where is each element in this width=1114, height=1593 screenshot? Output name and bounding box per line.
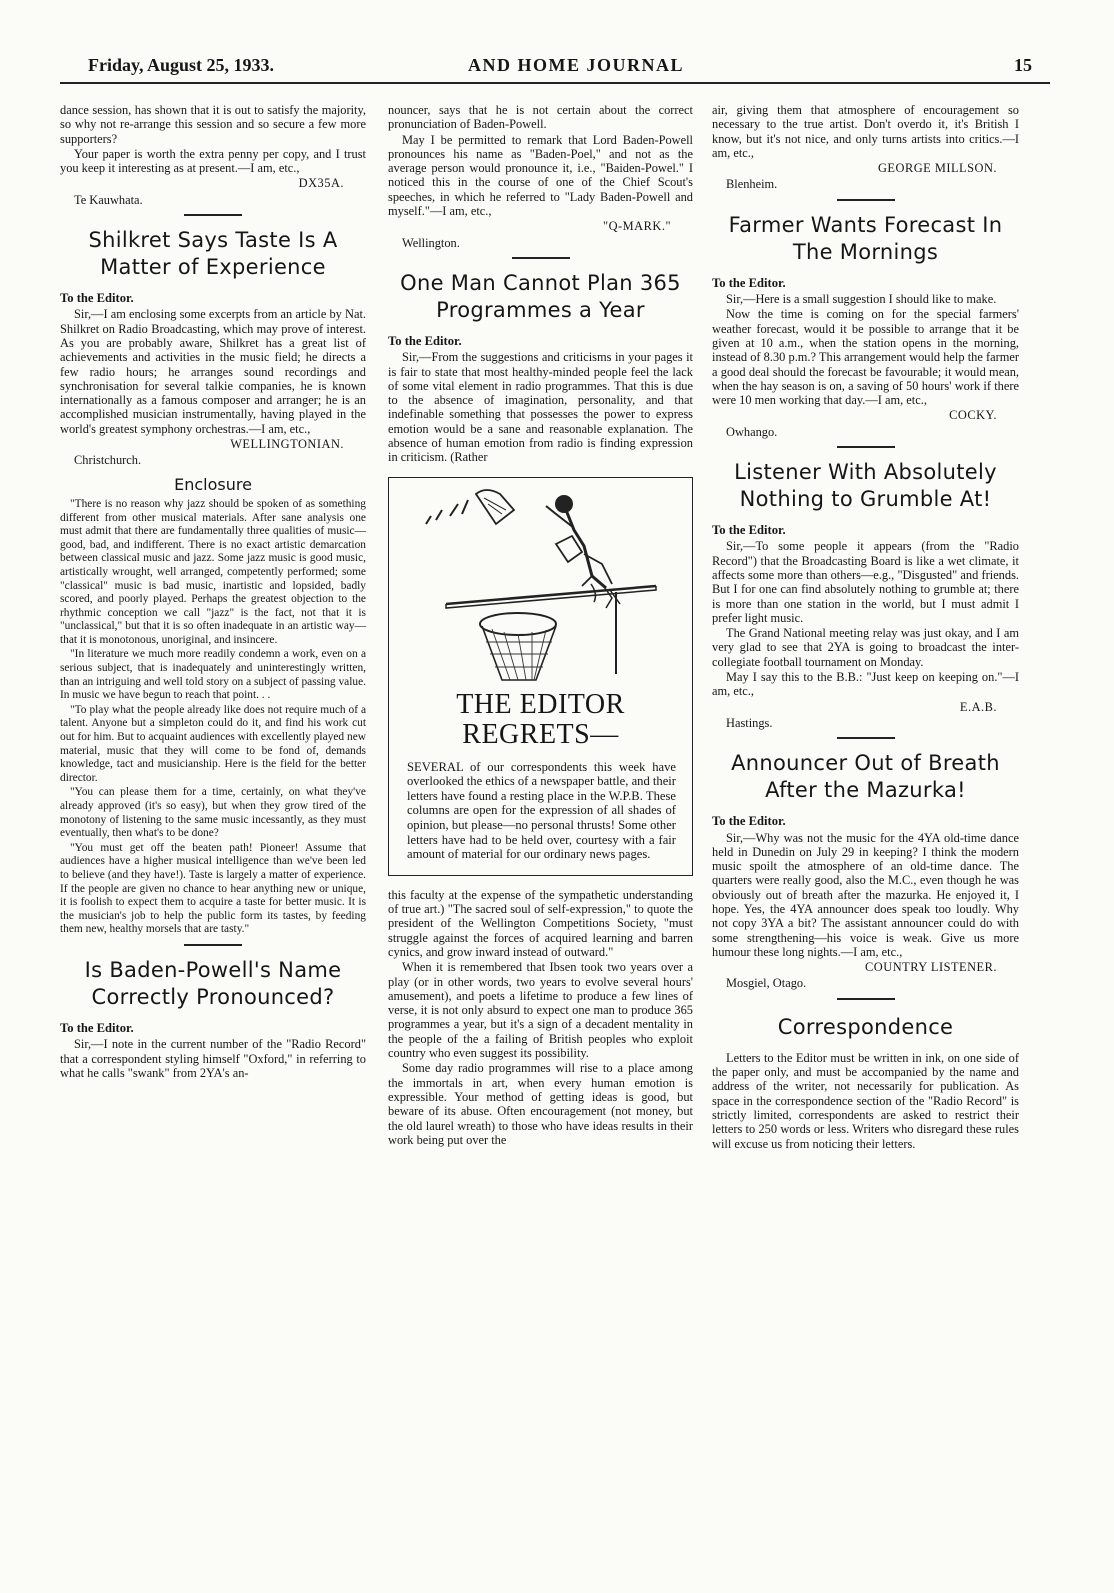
divider [837, 998, 895, 1000]
headline-correspondence: Correspondence [777, 1014, 954, 1039]
salutation: To the Editor. [712, 523, 786, 538]
headline-shilkret: Shilkret Says Taste Is A Matter of Experience [88, 228, 338, 280]
location: Christchurch. [74, 453, 142, 468]
letter-continued-text: dance session, has shown that it is out to satisfy the majority, so why not re-arrange this session and so secure a few more supporters? [60, 103, 366, 146]
salutation: To the Editor. [60, 291, 134, 306]
enclosure-heading: Enclosure [174, 474, 252, 494]
signature: COCKY. [949, 408, 997, 423]
notice-text: Letters to the Editor must be written in ink, on one side of the paper only, and must be accompanied by the name and address of the writer, not necessarily for publication. As space in the correspondence section of the "Radio Record" is strictly limited, correspondents are asked to restrict their letters to 250 words or less. Writers who disregard these rules will excuse us from noticing their letters. [712, 1050, 1019, 1151]
letter-text: May I say this to the B.B.: "Just keep on keeping on."—I am, etc., [712, 670, 1019, 699]
location: Mosgiel, Otago. [726, 976, 807, 991]
enclosure-paragraph: "You must get off the beaten path! Pioneer! Assume that audiences have a higher musical intelligence than we've been led to believe (and they have!). Taste is largely a matter of experience. If the people are given no chance to hear anything new or unique, it is foolish to expect them to acquire a taste for better music. It is the musician's job to help the public form its tastes, by feeding them new, healthy morsels that are tasty." [60, 841, 366, 936]
signature: E.A.B. [959, 699, 997, 714]
enclosure-paragraph: "In literature we much more readily condemn a work, even on a serious subject, that is inadequately and uninterestingly written, than an intriguing and well told story on a subject of passing value. In music we have begun to reach that point. . . [60, 648, 366, 702]
letter-text: The Grand National meeting relay was just okay, and I am very glad to see that 2YA is going to broadcast the inter-collegiate football tournament on Monday. [712, 626, 1019, 669]
salutation: To the Editor. [60, 1020, 134, 1035]
salutation: To the Editor. [712, 275, 786, 290]
signature: DX35A. [298, 176, 344, 191]
journal-title: AND HOME JOURNAL [468, 55, 684, 75]
box-body [399, 760, 682, 862]
box-text: SEVERAL of our correspondents this week have overlooked the ethics of a newspaper battle, and their letters have found a resting place in the W.P.B. These columns are open for the expression of all shades of opinion, but please—no personal thrusts! Some other letters have had to be held over, courtesy with a fair amount of material for our ordinary news pages. [407, 759, 676, 862]
divider [184, 944, 242, 946]
location: Te Kauwhata. [74, 192, 143, 207]
letter-continued-text: air, giving them that atmosphere of encouragement so necessary to the true artist. Don't overdo it, it's British I know, but it's not nice, and only turns artists into critics.—I am, etc., [712, 103, 1019, 160]
salutation: To the Editor. [388, 333, 462, 348]
letter-text: When it is remembered that Ibsen took two years over a play (or in other words, two years to evolve several hours' amusement), and poets a lifetime to produce a few lines of verse, it is not only absurd to expect one man to produce 365 programmes a year, but it's a sign of a decadent mentality in the people of the a failing of British peoples who exploit country who even suggest its possibility. [388, 960, 693, 1061]
headline-announcer: Announcer Out of Breath After the Mazurka! [731, 751, 1000, 803]
page-number: 15 [1014, 55, 1032, 75]
divider [837, 199, 895, 201]
divider [837, 737, 895, 739]
letter-text: Sir,—I am enclosing some excerpts from an article by Nat. Shilkret on Radio Broadcasting, which may prove of interest. As you are probably aware, Shilkret has a great list of achievements and activities in the music field; he directs a few radio hours; he arranges sound recordings and synchronisation for several talkie companies, he is known internationally as a famous composer and arranger; he is an accomplished musician instrumentally, having played in the world's greatest symphony orchestras.—I am, etc., [60, 307, 366, 436]
divider [837, 446, 895, 448]
location: Blenheim. [726, 177, 778, 192]
letter-text: May I be permitted to remark that Lord Baden-Powell pronounces his name as "Baden-Poel," and not as the average person would pronounce it, i.e., "Baiden-Powel." I noticed this in the course of one of the Chief Scout's speeches, in which he referred to "Lady Baden-Powell and myself."—I am, etc., [388, 132, 693, 219]
headline-listener: Listener With Absolutely Nothing to Grumble At! [734, 460, 997, 512]
location: Hastings. [726, 715, 773, 730]
letter-text: Sir,—From the suggestions and criticisms in your pages it is fair to state that most healthy-minded people feel the lack of some vital element in radio programmes. That this is due to the absence of imagination, personality, and that indefinable something that possesses the power to express emotion would be a sane and reasonable explanation. The absence of human emotion from radio is finding expression in criticism. (Rather [388, 350, 693, 465]
signature: WELLINGTONIAN. [230, 437, 344, 452]
divider [184, 214, 242, 216]
column-2 [388, 103, 693, 1148]
divider [512, 257, 570, 259]
signature: "Q-MARK." [603, 219, 671, 234]
cartoon-illustration [406, 484, 676, 684]
correspondence-notice [712, 1051, 1019, 1151]
letter-text: Some day radio programmes will rise to a place among the immortals in art, when every human emotion is expressible. Your method of getting ideas is good, but beware of its abuse. Often encouragement (not money, but the old laurel wreath) to those who have ideas results in their work being put over the [388, 1061, 693, 1147]
letter-text: Sir,—Here is a small suggestion I should like to make. [726, 292, 997, 307]
salutation: To the Editor. [712, 814, 786, 829]
letter-continued-text: nouncer, says that he is not certain about the correct pronunciation of Baden-Powell. [388, 103, 693, 132]
letter-text: Your paper is worth the extra penny per copy, and I trust you keep it interesting as at present.—I am, etc., [60, 146, 366, 176]
enclosure-paragraph: "To play what the people already like does not require much of a talent. Anyone but a simpleton could do it, and find his work cut out for him. But to acquaint audiences with excellently played new material, music that they will come to be fond of, demands knowledge, tact and musicianship. Here is the field for the better director. [60, 703, 366, 784]
editor-regrets-box [388, 477, 693, 876]
letter-continued-text: this faculty at the expense of the sympathetic understanding of true art.) "The sacred soul of self-expression," to quote the president of the Wellington Competitions Society, "must struggle against the forces of acquired learning and barren cynics, and grow inward instead of outward." [388, 887, 693, 959]
signature: COUNTRY LISTENER. [865, 960, 997, 975]
letter-text: Sir,—To some people it appears (from the "Radio Record") that the Broadcasting Board is like a wet climate, it affects some more than others—e.g., "Disgusted" and friends. But I for one can find absolutely nothing to grumble at; there is more than one station in the world, but I must admit I prefer light music. [712, 539, 1019, 625]
letter-text: Now the time is coming on for the special farmers' weather forecast, would it be possible to arrange that it be given at 10 a.m., when the station opens in the morning, instead of 8.30 p.m.? This arrangement would help the farmer a good deal should the forecast be favourable; it would mean, when the hay season is on, a saving of 50 hours' work if there were 10 men working that day.—I am, etc., [712, 307, 1019, 408]
issue-date: Friday, August 25, 1933. [88, 55, 275, 75]
page-header [60, 52, 1050, 84]
letter-text: Sir,—I note in the current number of the "Radio Record" that a correspondent styling himself "Oxford," in referring to what he calls "swank" from 2YA's an- [60, 1037, 366, 1080]
box-title: THE EDITOR REGRETS— [456, 688, 625, 750]
column-3 [712, 103, 1019, 1152]
enclosure-paragraph: "You can please them for a time, certainly, on what they've already approved (it's so easy), but when they grow tired of the monotony of listening to the same music incessantly, as they must eventually, then what's to be done? [60, 786, 366, 840]
letter-text: Sir,—Why was not the music for the 4YA old-time dance held in Dunedin on July 29 in keeping? I think the modern music spoilt the atmosphere of an old-time dance. The quarters were really good, also the M.C., even though he was obviously out of breath after the mazurka. He enjoyed it, I hope. Yes, the 4YA announcer does speak too loudly. Why not copy 3YA a bit? The assistant announcer could do with some strengthening—his voice is weak. Give us more humour these long nights.—I am, etc., [712, 830, 1019, 959]
headline-365-programmes: One Man Cannot Plan 365 Programmes a Year [400, 270, 681, 322]
column-1 [60, 103, 366, 1081]
signature: GEORGE MILLSON. [877, 161, 997, 176]
location: Owhango. [726, 424, 778, 439]
enclosure-text [60, 498, 366, 937]
headline-baden-powell: Is Baden-Powell's Name Correctly Pronounced? [84, 957, 342, 1009]
location: Wellington. [402, 235, 460, 250]
headline-farmer-forecast: Farmer Wants Forecast In The Mornings [728, 212, 1003, 264]
enclosure-paragraph: "There is no reason why jazz should be spoken of as something different from other musical materials. After sane analysis one must admit that there are fundamentally three qualities of music—good, bad, and indifferent. There is no exact artistic demarcation between classical music and jazz. Some jazz music is good music, artistically wrought, well arranged, competently performed; some "classical" music is bad music, inartistic and lopsided, badly scored, and poorly played. Perhaps the greatest objection to the rhythmic conception we call "jazz" is the fact, not that it is "unclassical," but that it is so often inadequate in an artistic way—that it is monotonous, unoriginal, and insincere. [60, 497, 366, 646]
